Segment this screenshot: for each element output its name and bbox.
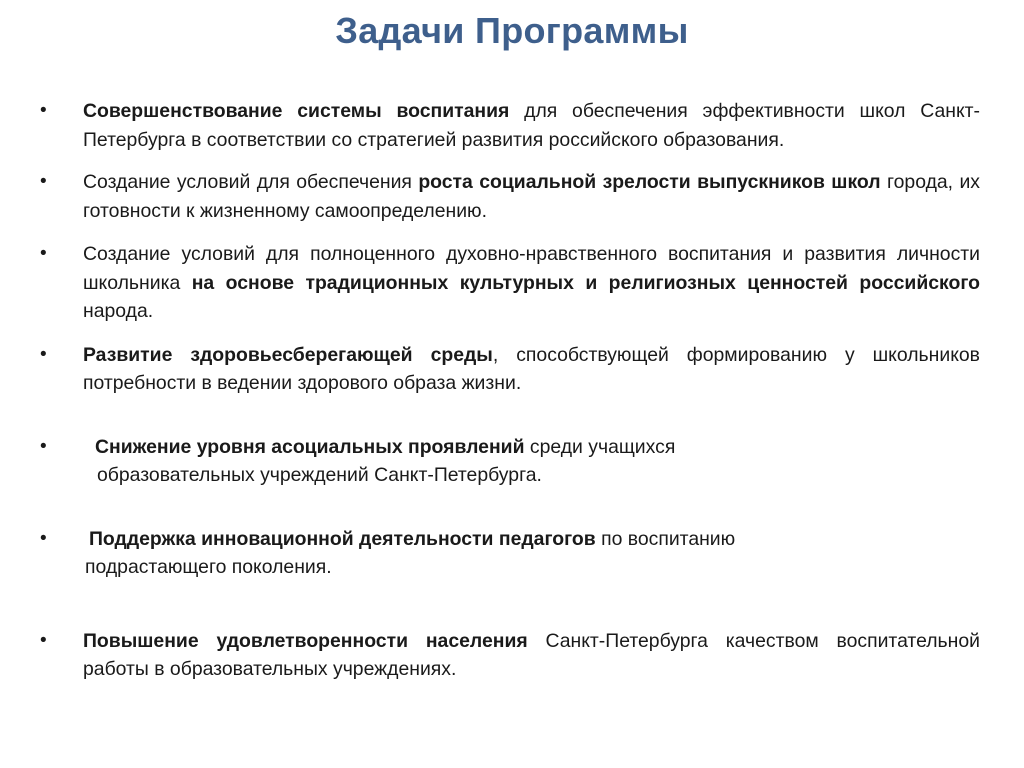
task-text	[85, 527, 980, 582]
bullet-icon: •	[40, 527, 47, 549]
task-body: для обеспечения эффективности школ Санкт-Петербурга в соответствии со стратегией развития российского образования.	[83, 100, 980, 151]
task-body: , способствующей формированию у школьников потребности в ведении здорового образа жизни.	[83, 343, 980, 394]
slide-title: Задачи Программы	[335, 10, 689, 51]
task-body-continued: подрастающего поколения.	[85, 556, 332, 578]
task-emphasis: Снижение уровня асоциальных проявлений	[95, 435, 525, 458]
task-emphasis: роста социальной зрелости выпускников школ	[418, 171, 881, 193]
task-lead: Создание условий для полноценного духовно-нравственного воспитания и развития личности школьника	[83, 243, 980, 294]
task-body: народа.	[83, 300, 154, 322]
bullet-icon: •	[40, 100, 47, 121]
task-emphasis: Повышение удовлетворенности населения	[83, 629, 528, 652]
task-item-1	[40, 97, 980, 154]
task-lead: Создание условий для обеспечения	[83, 171, 419, 193]
bullet-icon: •	[40, 343, 47, 365]
bullet-icon: •	[40, 171, 47, 192]
bullet-icon: •	[40, 629, 47, 651]
task-body: по воспитанию	[595, 527, 736, 550]
task-emphasis: Поддержка инновационной деятельности педагогов	[89, 527, 596, 550]
task-item-2	[40, 168, 980, 225]
task-item-5	[40, 433, 980, 490]
task-text	[83, 171, 980, 222]
task-body-continued: образовательных учреждений Санкт-Петербурга.	[97, 464, 542, 486]
bullet-icon: •	[40, 435, 47, 457]
task-list	[40, 97, 980, 684]
task-text	[83, 344, 980, 395]
task-item-6	[40, 525, 980, 582]
bullet-icon: •	[40, 243, 47, 264]
task-item-7	[40, 627, 980, 684]
task-text	[95, 436, 980, 490]
task-body: Санкт-Петербурга качеством воспитательной работы в образовательных учреждениях.	[83, 629, 980, 680]
task-item-4	[40, 341, 980, 398]
task-body: среди учащихся	[524, 435, 676, 458]
task-text	[83, 243, 980, 322]
task-text	[83, 630, 980, 681]
task-text	[83, 100, 980, 151]
task-emphasis: Совершенствование системы воспитания	[83, 100, 510, 122]
task-item-3	[40, 240, 980, 326]
task-emphasis: на основе традиционных культурных и религиозных ценностей российского	[191, 271, 980, 294]
task-body: города, их готовности к жизненному самоопределению.	[83, 171, 980, 222]
task-emphasis: Развитие здоровьесберегающей среды	[83, 343, 493, 366]
